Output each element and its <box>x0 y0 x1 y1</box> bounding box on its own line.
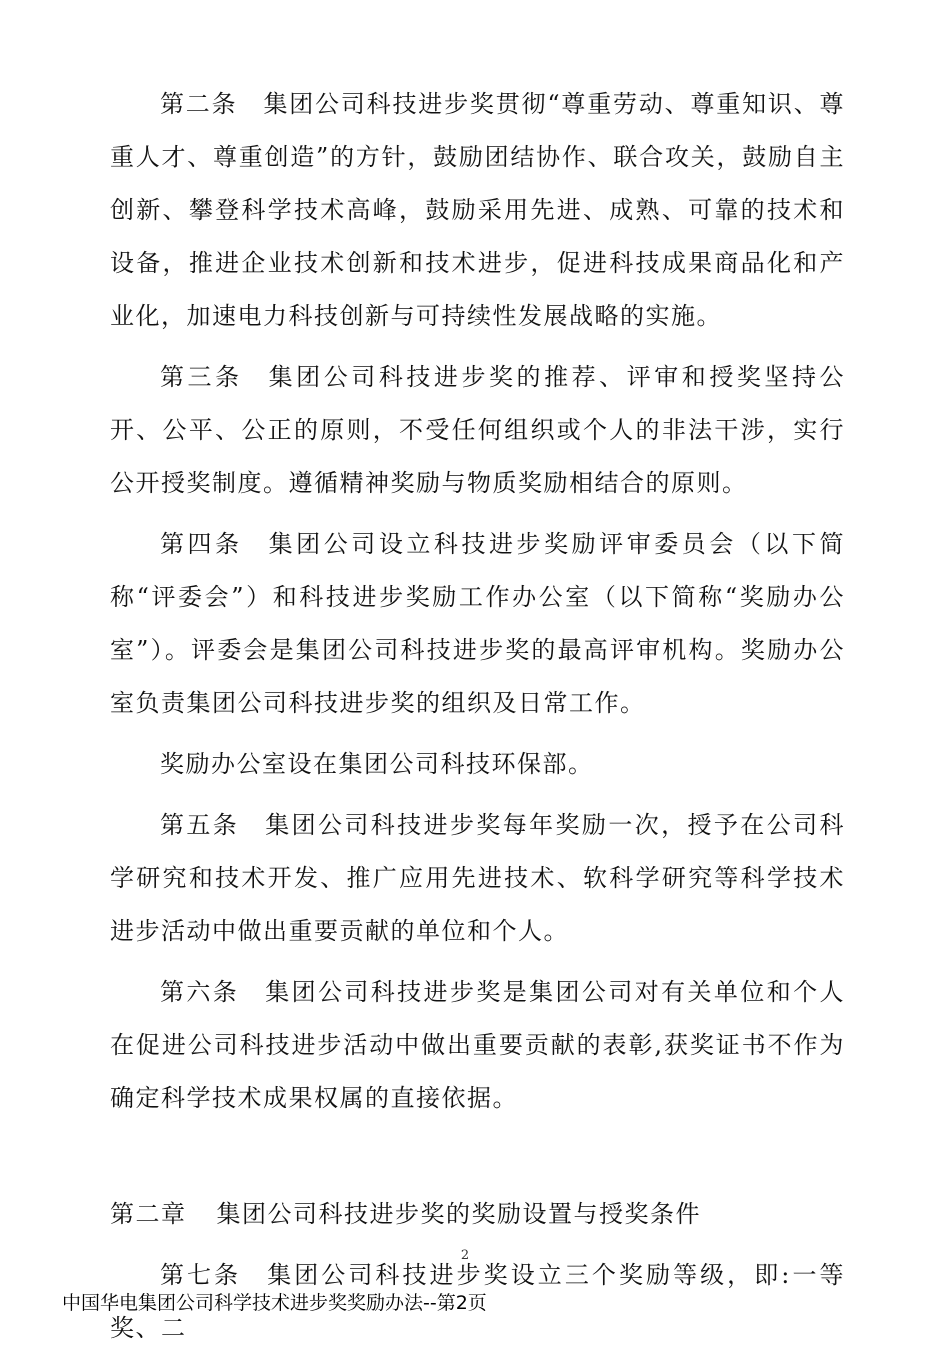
section-gap <box>110 1133 845 1188</box>
article-number: 第四条 <box>160 530 243 558</box>
article-text: 集团公司科技进步奖每年奖励一次，授予在公司科学研究和技术开发、推广应用先进技术、软科学研究等科学技术进步活动中做出重要贡献的单位和个人。 <box>110 811 845 945</box>
article-number: 第六条 <box>160 978 240 1006</box>
article-2-paragraph <box>110 78 845 343</box>
chapter-heading <box>110 1188 845 1241</box>
document-body <box>110 78 845 1363</box>
article-4-paragraph <box>110 518 845 730</box>
article-text: 集团公司设立科技进步奖励评审委员会（以下简称“评委会”）和科技进步奖励工作办公室（以下简称“奖励办公室”）。评委会是集团公司科技进步奖的最高评审机构。奖励办公室负责集团公司科技进步奖的组织及日常工作。 <box>110 530 846 717</box>
article-text: 集团公司科技进步奖是集团公司对有关单位和个人在促进公司科技进步活动中做出重要贡献的表彰,获奖证书不作为确定科学技术成果权属的直接依据。 <box>110 978 845 1112</box>
article-number: 第五条 <box>160 811 240 839</box>
article-3-paragraph <box>110 351 845 510</box>
article-number: 第三条 <box>160 363 243 391</box>
article-5-paragraph <box>110 799 845 958</box>
footer-caption: 中国华电集团公司科学技术进步奖奖励办法--第2页 <box>62 1292 487 1314</box>
page-number: 2 <box>460 1248 470 1263</box>
article-number: 第七条 <box>160 1261 242 1289</box>
article-text: 集团公司科技进步奖设立三个奖励等级，即:一等奖、二 <box>110 1261 846 1342</box>
article-6-paragraph <box>110 966 845 1125</box>
office-location-paragraph <box>110 738 845 791</box>
article-number: 第二条 <box>160 90 238 118</box>
chapter-title: 集团公司科技进步奖的奖励设置与授奖条件 <box>216 1200 701 1228</box>
article-text: 集团公司科技进步奖的推荐、评审和授奖坚持公开、公平、公正的原则，不受任何组织或个人的非法干涉，实行公开授奖制度。遵循精神奖励与物质奖励相结合的原则。 <box>110 363 846 497</box>
article-text: 奖励办公室设在集团公司科技环保部。 <box>160 750 594 778</box>
article-text: 集团公司科技进步奖贯彻“尊重劳动、尊重知识、尊重人才、尊重创造”的方针，鼓励团结协作、联合攻关，鼓励自主创新、攀登科学技术高峰，鼓励采用先进、成熟、可靠的技术和设备，推进企业技术创新和技术进步，促进科技成果商品化和产业化，加速电力科技创新与可持续性发展战略的实施。 <box>110 90 845 330</box>
chapter-number: 第二章 <box>110 1200 187 1228</box>
